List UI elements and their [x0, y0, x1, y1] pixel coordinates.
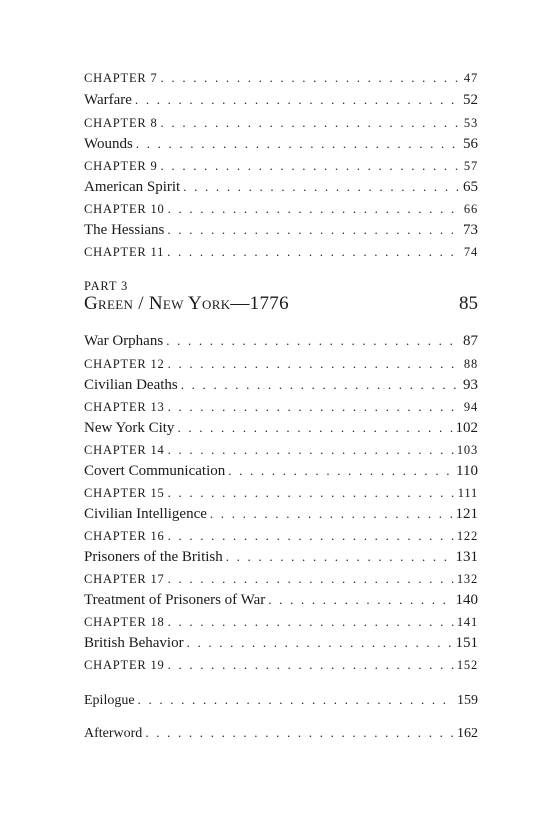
entry-page: 151: [455, 635, 478, 651]
entry-title: Covert Communication: [84, 463, 226, 479]
entry-title: CHAPTER 7: [84, 71, 158, 85]
dot-leader: [161, 158, 461, 174]
entry-page: 53: [463, 116, 478, 130]
entry-page: 74: [463, 245, 478, 259]
entry-title: CHAPTER 13: [84, 400, 165, 414]
dot-leader: [135, 92, 460, 108]
dot-leader: [145, 725, 454, 741]
toc-entry-chapter-7: [84, 70, 478, 86]
toc-entry-afterword: [84, 725, 478, 742]
toc-entry-new-york-city: [84, 420, 478, 437]
entry-page: 122: [456, 529, 478, 543]
entry-page: 103: [456, 443, 478, 457]
toc-entry-the-hessians: [84, 222, 478, 239]
entry-page: 93: [463, 377, 478, 393]
toc-entry-treatment-of-prisoners: [84, 592, 478, 609]
toc-entry-chapter-15: [84, 485, 478, 501]
entry-page: 47: [463, 71, 478, 85]
entry-title: Prisoners of the British: [84, 549, 223, 565]
dot-leader: [168, 201, 461, 217]
entry-title: New York City: [84, 420, 175, 436]
entry-page: 131: [455, 549, 478, 565]
entry-title: Afterword: [84, 726, 143, 741]
entry-title: British Behavior: [84, 635, 184, 651]
entry-title: Epilogue: [84, 693, 135, 708]
toc-entry-chapter-13: [84, 399, 478, 415]
entry-title: The Hessians: [84, 222, 165, 238]
entry-title: Civilian Deaths: [84, 377, 178, 393]
dot-leader: [167, 244, 461, 260]
dot-leader: [183, 179, 460, 195]
entry-title: Treatment of Prisoners of War: [84, 592, 266, 608]
entry-page: 140: [455, 592, 478, 608]
entry-title: CHAPTER 11: [84, 245, 165, 259]
entry-title: American Spirit: [84, 179, 181, 195]
toc-entry-covert-communication: [84, 463, 478, 480]
toc-entry-chapter-18: [84, 614, 478, 630]
entry-page: 73: [463, 222, 478, 238]
dot-leader: [187, 635, 453, 651]
toc-entry-chapter-19: [84, 657, 478, 673]
entry-title: CHAPTER 17: [84, 572, 165, 586]
toc-entry-epilogue: [84, 692, 478, 709]
entry-page: 65: [463, 179, 478, 195]
entry-title: Civilian Intelligence: [84, 506, 207, 522]
entry-page: 102: [455, 420, 478, 436]
part-title-entry: [84, 293, 478, 315]
entry-page: 57: [463, 159, 478, 173]
toc-entry-prisoners-of-the-british: [84, 549, 478, 566]
entry-page: 152: [456, 658, 478, 672]
entry-page: 110: [456, 463, 478, 479]
entry-page: 87: [463, 333, 478, 349]
entry-title: CHAPTER 8: [84, 116, 158, 130]
entry-page: 66: [463, 202, 478, 216]
toc-entry-warfare: [84, 92, 478, 109]
toc-entry-chapter-10: [84, 201, 478, 217]
entry-title: CHAPTER 16: [84, 529, 165, 543]
dot-leader: [161, 115, 461, 131]
entry-page: 88: [463, 357, 478, 371]
entry-title: Warfare: [84, 92, 132, 108]
toc-entry-wounds: [84, 136, 478, 153]
toc-entry-chapter-8: [84, 115, 478, 131]
dot-leader: [168, 657, 454, 673]
part-label: PART 3: [84, 279, 129, 293]
dot-leader: [167, 222, 460, 238]
entry-title: CHAPTER 12: [84, 357, 165, 371]
toc-entry-american-spirit: [84, 179, 478, 196]
dot-leader: [136, 136, 460, 152]
dot-leader: [168, 399, 461, 415]
part-title: Green / New York—1776: [84, 293, 289, 314]
entry-title: CHAPTER 10: [84, 202, 165, 216]
dot-leader: [268, 592, 452, 608]
entry-page: 121: [455, 506, 478, 522]
toc-entry-chapter-12: [84, 356, 478, 372]
entry-page: 141: [456, 615, 478, 629]
entry-page: 159: [457, 693, 478, 708]
toc-entry-chapter-9: [84, 158, 478, 174]
toc-entry-chapter-14: [84, 442, 478, 458]
dot-leader: [168, 442, 454, 458]
entry-title: CHAPTER 18: [84, 615, 165, 629]
dot-leader: [177, 420, 452, 436]
toc-entry-british-behavior: [84, 635, 478, 652]
dot-leader: [166, 333, 460, 349]
dot-leader: [181, 377, 460, 393]
toc-entry-civilian-intelligence: [84, 506, 478, 523]
entry-title: War Orphans: [84, 333, 164, 349]
dot-leader: [168, 528, 454, 544]
toc-entry-war-orphans: [84, 333, 478, 350]
toc-entry-chapter-16: [84, 528, 478, 544]
dot-leader: [168, 356, 461, 372]
dot-leader: [228, 463, 453, 479]
dot-leader: [168, 571, 454, 587]
entry-page: 52: [463, 92, 478, 108]
part-page: 85: [459, 293, 478, 314]
dot-leader: [210, 506, 453, 522]
entry-title: Wounds: [84, 136, 133, 152]
entry-page: 162: [457, 726, 478, 741]
toc-entry-chapter-11: [84, 244, 478, 260]
dot-leader: [161, 70, 461, 86]
entry-page: 94: [463, 400, 478, 414]
entry-page: 111: [457, 486, 478, 500]
entry-title: CHAPTER 9: [84, 159, 158, 173]
entry-title: CHAPTER 19: [84, 658, 165, 672]
entry-title: CHAPTER 15: [84, 486, 165, 500]
dot-leader: [226, 549, 453, 565]
entry-title: CHAPTER 14: [84, 443, 165, 457]
entry-page: 132: [456, 572, 478, 586]
entry-page: 56: [463, 136, 478, 152]
dot-leader: [138, 692, 454, 708]
toc-entry-civilian-deaths: [84, 377, 478, 394]
dot-leader: [168, 614, 454, 630]
toc-entry-chapter-17: [84, 571, 478, 587]
dot-leader: [168, 485, 455, 501]
